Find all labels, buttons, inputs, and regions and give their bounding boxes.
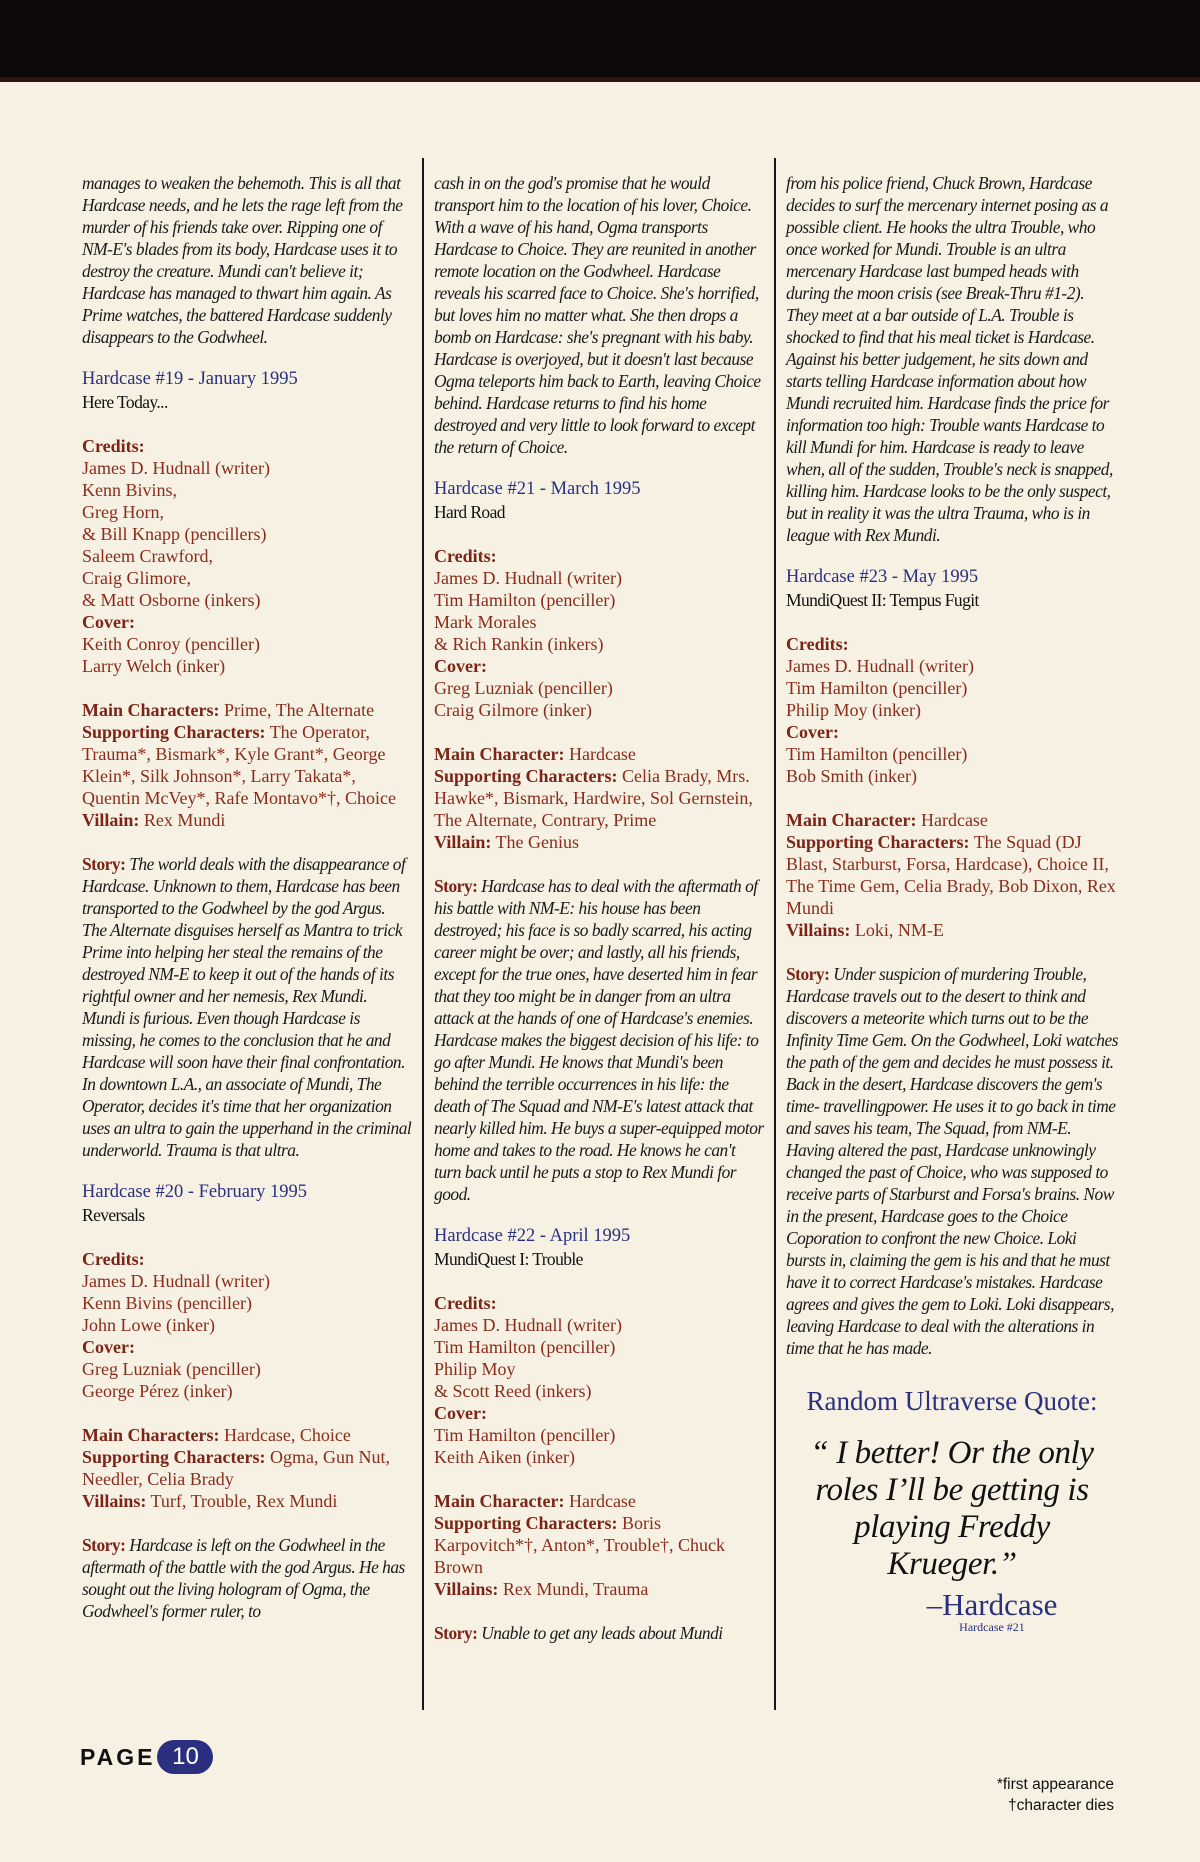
story-label: Story: — [434, 1623, 478, 1643]
issue-subtitle: Reversals — [82, 1205, 145, 1225]
credits-label: Credits: — [786, 634, 849, 654]
main-characters-value: Hardcase — [920, 810, 988, 830]
main-characters-value: Hardcase — [568, 1491, 636, 1511]
footnote-character-dies: †character dies — [1008, 1797, 1114, 1814]
credit-line: Greg Horn, — [82, 502, 164, 522]
villain-value: Rex Mundi — [143, 810, 226, 830]
villain-value: The Genius — [495, 832, 580, 852]
villain-label: Villain: — [434, 832, 492, 852]
characters-block — [82, 699, 412, 831]
issue-heading: Hardcase #23 - May 1995 — [786, 567, 979, 587]
main-characters-value: Prime, The Alternate — [223, 700, 375, 720]
credits-block — [434, 1292, 764, 1468]
cover-line: Tim Hamilton (penciller) — [434, 1425, 616, 1445]
cover-label: Cover: — [434, 656, 487, 676]
story-text — [82, 853, 412, 1161]
credit-line: James D. Hudnall (writer) — [82, 458, 270, 478]
quote-box — [786, 1385, 1118, 1634]
story-continued-text: manages to weaken the behemoth. This is all that Hardcase needs, and he lets the rage left from the murder of his friends take over. Ripping one of NM-E's blades from its body, Hardcase uses it to destroy the creature. Mundi can't believe it; Hardcase has managed to thwart him again. As Prime watches, the battered Hardcase suddenly disappears to the Godwheel. — [82, 173, 403, 347]
cover-line: Tim Hamilton (penciller) — [786, 744, 968, 764]
credit-line: & Rich Rankin (inkers) — [434, 634, 604, 654]
main-characters — [786, 809, 1118, 831]
supporting-characters — [82, 721, 412, 809]
issue-entry-21 — [434, 478, 764, 1205]
issue-subtitle: Hard Road — [434, 502, 505, 522]
quote-heading: Random Ultraverse Quote: — [806, 1386, 1098, 1416]
supporting-characters — [786, 831, 1118, 919]
issue-entry-23 — [786, 566, 1118, 1359]
supporting-characters-label: Supporting Characters: — [434, 1513, 618, 1533]
page-number — [80, 1740, 213, 1774]
story-label: Story: — [82, 1535, 126, 1555]
villain-value: Loki, NM-E — [854, 920, 944, 940]
story-body: Unable to get any leads about Mundi — [481, 1623, 723, 1643]
column-middle — [434, 172, 764, 1644]
villain-value: Turf, Trouble, Rex Mundi — [150, 1491, 338, 1511]
supporting-characters-value: Ogma, Gun Nut, Needler, Celia Brady — [82, 1447, 390, 1489]
page-label: PAGE — [80, 1743, 156, 1770]
issue-entry-22 — [434, 1225, 764, 1644]
issue-heading: Hardcase #19 - January 1995 — [82, 369, 298, 389]
cover-line: Bob Smith (inker) — [786, 766, 917, 786]
villains — [786, 919, 1118, 941]
villain-value: Rex Mundi, Trauma — [502, 1579, 649, 1599]
credits-label: Credits: — [82, 436, 145, 456]
story-label: Story: — [434, 876, 478, 896]
credit-line: James D. Hudnall (writer) — [82, 1271, 270, 1291]
supporting-characters — [434, 765, 764, 831]
cover-line: Keith Conroy (penciller) — [82, 634, 260, 654]
supporting-characters-label: Supporting Characters: — [786, 832, 970, 852]
page-number-badge: 10 — [157, 1740, 213, 1774]
main-characters-label: Main Characters: — [82, 1425, 220, 1445]
cover-line: Keith Aiken (inker) — [434, 1447, 575, 1467]
credit-line: Mark Morales — [434, 612, 537, 632]
story-continued-text: from his police friend, Chuck Brown, Hardcase decides to surf the mercenary internet posing as a possible client. He hooks the ultra Trouble, who once worked for Mundi. Trouble is an ultra mercenary Hardcase last bumped heads with during the moon crisis (see Break-Thru #1-2). They meet at a bar outside of L.A. Trouble is shocked to find that his meal ticket is Hardcase. Against his better judgement, he sits down and starts telling Hardcase information about how Mundi recruited him. Hardcase finds the price for information too high: Trouble wants Hardcase to kill Mundi for him. Hardcase is ready to leave when, all of the sudden, Trouble's neck is snapped, killing him. Hardcase looks to be the only suspect, but in reality it was the ultra Trauma, who is in league with Rex Mundi. — [786, 173, 1113, 545]
issue-heading: Hardcase #21 - March 1995 — [434, 479, 641, 499]
characters-block — [82, 1424, 412, 1512]
supporting-characters-label: Supporting Characters: — [82, 722, 266, 742]
story-body: Hardcase has to deal with the aftermath of his battle with NM-E: his house has been destroyed; his face is so badly scarred, his acting career might be over; and lastly, all his friends, except for the true ones, have deserted him in fear that they too might be in danger from an ultra attack at the hands of one of Hardcase's enemies. Hardcase makes the biggest decision of his life: to go after Mundi. He knows that Mundi's been behind the terrible occurrences in his life: the death of The Squad and NM-E's latest attack that nearly killed him. He buys a super-equipped motor home and takes to the road. He knows he can't turn back until he puts a stop to Rex Mundi for good. — [434, 876, 764, 1204]
credits-label: Credits: — [434, 1293, 497, 1313]
footnote-first-appearance: *first appearance — [996, 1776, 1114, 1793]
issue-subtitle: Here Today... — [82, 392, 168, 412]
credit-line: Tim Hamilton (penciller) — [434, 590, 616, 610]
supporting-characters-label: Supporting Characters: — [82, 1447, 266, 1467]
column-divider — [422, 158, 424, 1710]
quote-text: “ I better! Or the only roles I’ll be getting is playing Freddy Krueger.” — [810, 1435, 1094, 1582]
credit-line: Tim Hamilton (penciller) — [786, 678, 968, 698]
credit-line: Philip Moy — [434, 1359, 516, 1379]
villain-label: Villains: — [434, 1579, 499, 1599]
supporting-characters-value: The Operator, Trauma*, Bismark*, Kyle Grant*, George Klein*, Silk Johnson*, Larry Takata*, Quentin McVey*, Rafe Montavo*†, Choice — [82, 722, 396, 808]
credits-block — [434, 545, 764, 721]
main-characters-label: Main Character: — [786, 810, 917, 830]
credit-line: John Lowe (inker) — [82, 1315, 215, 1335]
issue-entry-19 — [82, 368, 412, 1161]
column-left — [82, 172, 412, 1622]
cover-line: Craig Gilmore (inker) — [434, 700, 592, 720]
main-characters — [434, 743, 764, 765]
cover-line: George Pérez (inker) — [82, 1381, 233, 1401]
credit-line: James D. Hudnall (writer) — [786, 656, 974, 676]
main-characters-label: Main Character: — [434, 744, 565, 764]
characters-block — [434, 1490, 764, 1600]
main-characters-label: Main Characters: — [82, 700, 220, 720]
villain-label: Villains: — [82, 1491, 147, 1511]
supporting-characters-value: The Squad (DJ Blast, Starburst, Forsa, Hardcase), Choice II, The Time Gem, Celia Brady, Bob Dixon, Rex Mundi — [786, 832, 1116, 918]
credits-block — [82, 1248, 412, 1402]
credit-line: Craig Glimore, — [82, 568, 191, 588]
credit-line: Kenn Bivins (penciller) — [82, 1293, 252, 1313]
story-body: The world deals with the disappearance of Hardcase. Unknown to them, Hardcase has been transported to the Godwheel by the god Argus. The Alternate disguises herself as Mantra to trick Prime into helping her steal the remains of the destroyed NM-E to keep it out of the hands of its rightful owner and her nemesis, Rex Mundi. Mundi is furious. Even though Hardcase is missing, he comes to the conclusion that he and Hardcase will soon have their final confrontation. In downtown L.A., an associate of Mundi, The Operator, decides it's time that her organization uses an ultra to gain the upperhand in the criminal underworld. Trauma is that ultra. — [82, 854, 412, 1160]
story-text — [82, 1534, 412, 1622]
story-body: Under suspicion of murdering Trouble, Hardcase travels out to the desert to think and discovers a meteorite which turns out to be the Infinity Time Gem. On the Godwheel, Loki watches the path of the gem and decides he must possess it. Back in the desert, Hardcase discovers the gem's time- travellingpower. He uses it to go back in time and saves his team, The Squad, from NM-E. Having altered the past, Hardcase unknowingly changed the past of Choice, who was supposed to receive parts of Starburst and Forsa's brains. Now in the present, Hardcase goes to the Choice Coporation to confront the new Choice. Loki bursts in, claiming the gem is his and that he must have it to correct Hardcase's mistakes. Hardcase agrees and gives the gem to Loki. Loki disappears, leaving Hardcase to deal with the alterations in time that he has made. — [786, 964, 1118, 1358]
credit-line: Kenn Bivins, — [82, 480, 178, 500]
villain-label: Villains: — [786, 920, 851, 940]
main-characters-label: Main Character: — [434, 1491, 565, 1511]
cover-line: Greg Luzniak (penciller) — [434, 678, 613, 698]
issue-heading: Hardcase #22 - April 1995 — [434, 1226, 631, 1246]
cover-label: Cover: — [82, 1337, 135, 1357]
issue-entry-20 — [82, 1181, 412, 1622]
cover-label: Cover: — [434, 1403, 487, 1423]
credit-line: Tim Hamilton (penciller) — [434, 1337, 616, 1357]
credit-line: & Matt Osborne (inkers) — [82, 590, 261, 610]
story-text — [434, 1622, 764, 1644]
supporting-characters — [434, 1512, 764, 1578]
villains — [434, 1578, 764, 1600]
main-characters-value: Hardcase — [568, 744, 636, 764]
credit-line: Philip Moy (inker) — [786, 700, 921, 720]
cover-label: Cover: — [82, 612, 135, 632]
main-characters — [434, 1490, 764, 1512]
credits-block — [786, 633, 1118, 787]
story-text — [786, 963, 1118, 1359]
villains — [82, 1490, 412, 1512]
credits-label: Credits: — [434, 546, 497, 566]
credit-line: James D. Hudnall (writer) — [434, 1315, 622, 1335]
main-characters — [82, 699, 412, 721]
supporting-characters-label: Supporting Characters: — [434, 766, 618, 786]
issue-subtitle: MundiQuest II: Tempus Fugit — [786, 590, 979, 610]
credits-block — [82, 435, 412, 677]
credit-line: James D. Hudnall (writer) — [434, 568, 622, 588]
issue-heading: Hardcase #20 - February 1995 — [82, 1182, 308, 1202]
characters-block — [434, 743, 764, 853]
credit-line: & Bill Knapp (pencillers) — [82, 524, 267, 544]
column-divider — [774, 158, 776, 1710]
cover-label: Cover: — [786, 722, 839, 742]
credit-line: & Scott Reed (inkers) — [434, 1381, 592, 1401]
supporting-characters-value: Boris Karpovitch*†, Anton*, Trouble†, Chuck Brown — [434, 1513, 725, 1577]
supporting-characters-value: Celia Brady, Mrs. Hawke*, Bismark, Hardwire, Sol Gernstein, The Alternate, Contrary, Prime — [434, 766, 753, 830]
top-banner — [0, 0, 1200, 82]
supporting-characters — [82, 1446, 412, 1490]
story-label: Story: — [82, 854, 126, 874]
main-characters — [82, 1424, 412, 1446]
credit-line: Saleem Crawford, — [82, 546, 213, 566]
footnotes — [997, 1774, 1114, 1816]
story-continued-text: cash in on the god's promise that he would transport him to the location of his lover, Choice. With a wave of his hand, Ogma transports Hardcase to Choice. They are reunited in another remote location on the Godwheel. Hardcase reveals his scarred face to Choice. She's horrified, but loves him no matter what. She then drops a bomb on Hardcase: she's pregnant with his baby. Hardcase is overjoyed, but it doesn't last because Ogma teleports him back to Earth, leaving Choice behind. Hardcase returns to find his home destroyed and very little to look forward to except the return of Choice. — [434, 173, 761, 457]
villains — [434, 831, 764, 853]
quote-attribution: –Hardcase — [926, 1587, 1058, 1622]
villain-label: Villain: — [82, 810, 140, 830]
cover-line: Larry Welch (inker) — [82, 656, 226, 676]
story-text — [434, 875, 764, 1205]
story-label: Story: — [786, 964, 830, 984]
credits-label: Credits: — [82, 1249, 145, 1269]
quote-source: Hardcase #21 — [959, 1620, 1025, 1634]
story-body: Hardcase is left on the Godwheel in the aftermath of the battle with the god Argus. He has sought out the living hologram of Ogma, the Godwheel's former ruler, to — [82, 1535, 405, 1621]
cover-line: Greg Luzniak (penciller) — [82, 1359, 261, 1379]
issue-subtitle: MundiQuest I: Trouble — [434, 1249, 583, 1269]
column-right — [786, 172, 1118, 1634]
characters-block — [786, 809, 1118, 941]
villains — [82, 809, 412, 831]
main-characters-value: Hardcase, Choice — [223, 1425, 351, 1445]
